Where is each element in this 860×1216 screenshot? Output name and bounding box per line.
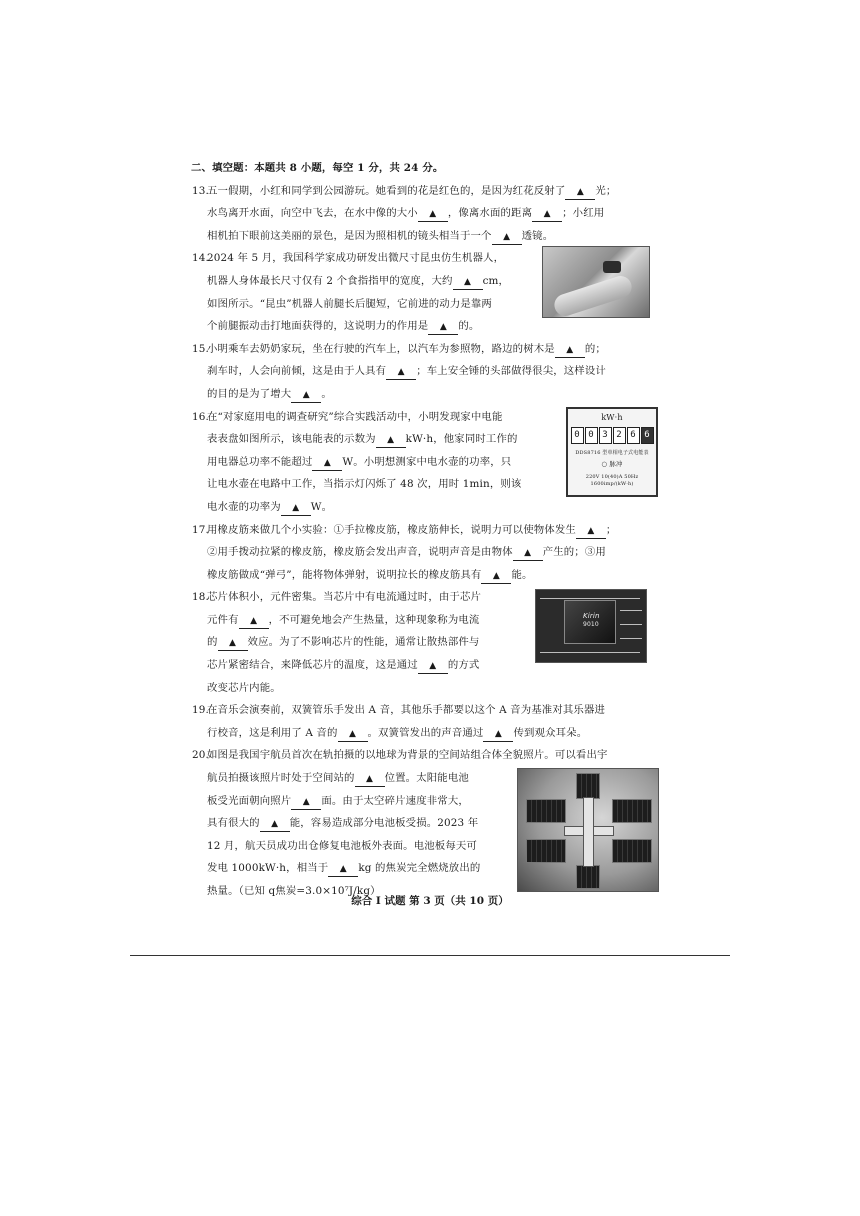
solar-panel-shape [526, 799, 566, 823]
answer-blank[interactable]: ▲ [376, 433, 406, 448]
robot-insect-shape [603, 261, 621, 273]
answer-blank[interactable]: ▲ [260, 817, 290, 832]
question-number: 15. [192, 342, 209, 355]
answer-blank[interactable]: ▲ [555, 343, 585, 358]
circuit-trace [620, 610, 642, 611]
question-text: 的 ▲ 效应。为了不影响芯片的性能，通常让散热部件与 [192, 631, 682, 654]
answer-blank[interactable]: ▲ [513, 546, 543, 561]
divider-line [130, 955, 730, 956]
question-14 [192, 247, 682, 337]
section-title: 二、填空题：本题共 8 小题，每空 1 分，共 24 分。 [191, 162, 444, 174]
meter-digit: 0 [571, 427, 584, 444]
question-text: 用电器总功率不能超过 ▲ W。小明想测家中电水壶的功率，只 [192, 451, 682, 474]
circuit-trace [540, 652, 640, 653]
question-text: 元件有 ▲ ，不可避免地会产生热量，这种现象称为电流 [192, 609, 682, 632]
question-number: 14. [192, 252, 209, 265]
answer-blank[interactable]: ▲ [428, 320, 458, 335]
circuit-trace [620, 638, 642, 639]
answer-blank[interactable]: ▲ [386, 365, 416, 380]
circuit-trace [620, 624, 642, 625]
question-text: 行校音，这是利用了 A 音的 ▲ 。双簧管发出的声音通过 ▲ 传到观众耳朵。 [192, 722, 682, 745]
question-text: 发电 1000kW·h，相当于 ▲ kg 的焦炭完全燃烧放出的 [192, 857, 682, 880]
question-text: 的目的是为了增大 ▲ 。 [192, 383, 682, 406]
question-16 [192, 406, 682, 519]
meter-model: DDS8716 型单相电子式电能表 [575, 449, 649, 456]
solar-panel-shape [576, 773, 600, 799]
question-text: 橡皮筋做成“弹弓”，能将物体弹射，说明拉长的橡皮筋具有 ▲ 能。 [192, 564, 682, 587]
answer-blank[interactable]: ▲ [328, 862, 358, 877]
question-15 [192, 338, 682, 406]
answer-blank[interactable]: ▲ [291, 795, 321, 810]
question-text: 2024 年 5 月，我国科学家成功研发出微尺寸昆虫仿生机器人， [207, 252, 505, 265]
answer-blank[interactable]: ▲ [418, 207, 448, 222]
question-text: ②用手拨动拉紧的橡皮筋，橡皮筋会发出声音，说明声音是由物体 ▲ 产生的；③用 [192, 541, 682, 564]
question-text: 水鸟离开水面，向空中飞去，在水中像的大小 ▲ ，像离水面的距离 ▲ ；小红用 [192, 202, 682, 225]
question-text: 改变芯片内能。 [207, 681, 281, 694]
question-text: 小明乘车去奶奶家玩，坐在行驶的汽车上，以汽车为参照物，路边的树木是 ▲ 的； [207, 343, 606, 355]
question-text: 航员拍摄该照片时处于空间站的 ▲ 位置。太阳能电池 [192, 767, 682, 790]
question-text: 表表盘如图所示，该电能表的示数为 ▲ kW·h，他家同时工作的 [192, 428, 682, 451]
meter-spec: 220V 10(40)A 50Hz [585, 473, 639, 480]
question-number: 18. [192, 591, 209, 604]
answer-blank[interactable]: ▲ [281, 501, 311, 516]
question-text: 五一假期，小红和同学到公园游玩。她看到的花是红色的，是因为红花反射了 ▲ 光； [207, 185, 616, 197]
answer-blank[interactable]: ▲ [291, 388, 321, 403]
answer-blank[interactable]: ▲ [338, 727, 368, 742]
question-number: 20. [192, 749, 209, 762]
answer-blank[interactable]: ▲ [532, 207, 562, 222]
answer-blank[interactable]: ▲ [481, 569, 511, 584]
solar-panel-shape [526, 839, 566, 863]
question-text: 电水壶的功率为 ▲ W。 [192, 496, 682, 519]
answer-blank[interactable]: ▲ [218, 636, 248, 651]
finger-shape [552, 274, 635, 319]
solar-panel-shape [612, 839, 652, 863]
chip-model: 9010 [583, 621, 599, 629]
question-number: 13. [192, 184, 209, 197]
question-text: 刹车时，人会向前倾，这是由于人具有 ▲ ；车上安全锤的头部做得很尖，这样设计 [192, 360, 682, 383]
question-text: 芯片紧密结合，来降低芯片的温度，这是通过 ▲ 的方式 [192, 654, 682, 677]
solar-panel-shape [576, 865, 600, 889]
question-text: 在音乐会演奏前，双簧管乐手发出 A 音，其他乐手都要以这个 A 音为基准对其乐器进 [207, 704, 606, 717]
meter-digits [568, 427, 656, 444]
question-number: 19. [192, 704, 209, 717]
answer-blank[interactable]: ▲ [483, 727, 513, 742]
answer-blank[interactable]: ▲ [355, 772, 385, 787]
question-text: 板受光面朝向照片 ▲ 面。由于太空碎片速度非常大， [192, 790, 682, 813]
chip-photo [535, 589, 647, 663]
chip-brand: Kirin [583, 612, 600, 621]
meter-digit: 3 [599, 427, 612, 444]
solar-panel-shape [612, 799, 652, 823]
question-13 [192, 180, 682, 248]
question-17 [192, 519, 682, 587]
question-text: 如图所示。“昆虫”机器人前腿长后腿短，它前进的动力是靠两 [207, 297, 492, 310]
meter-digit-decimal: 6 [641, 427, 654, 444]
electric-meter-figure [566, 407, 658, 497]
question-18 [192, 586, 682, 699]
question-text: 个前腿振动击打地面获得的，这说明力的作用是 ▲ 的。 [192, 315, 682, 338]
question-text: 用橡皮筋来做几个小实验：①手拉橡皮筋，橡皮筋伸长，说明力可以使物体发生 ▲ ； [207, 524, 616, 536]
question-text: 让电水壶在电路中工作，当指示灯闪烁了 48 次，用时 1min，则该 [207, 478, 522, 491]
meter-digit: 2 [613, 427, 626, 444]
answer-blank[interactable]: ▲ [312, 456, 342, 471]
question-text: 机器人身体最长尺寸仅有 2 个食指指甲的宽度，大约 ▲ cm， [192, 270, 682, 293]
question-20 [192, 744, 682, 902]
question-text: 如图是我国宇航员首次在轨拍摄的以地球为背景的空间站组合体全貌照片。可以看出宇 [207, 749, 608, 762]
question-text: 芯片体积小，元件密集。当芯片中有电流通过时，由于芯片 [207, 591, 482, 604]
answer-blank[interactable]: ▲ [565, 185, 595, 200]
meter-spec: 1600imp/(kW·h) [590, 480, 634, 487]
meter-pulse-indicator: ○ 脉冲 [601, 459, 623, 468]
insect-robot-photo [542, 246, 650, 318]
meter-unit: kW·h [601, 412, 623, 422]
question-19 [192, 699, 682, 744]
question-text: 12 月，航天员成功出仓修复电池板外表面。电池板每天可 [207, 839, 477, 852]
chip-die [564, 600, 616, 644]
answer-blank[interactable]: ▲ [576, 524, 606, 539]
answer-blank[interactable]: ▲ [418, 659, 448, 674]
answer-blank[interactable]: ▲ [453, 275, 483, 290]
question-number: 16. [192, 410, 209, 423]
question-text: 热量。（已知 q焦炭=3.0×10⁷J/kg） [207, 885, 381, 897]
circuit-trace [540, 598, 640, 599]
fill-in-section [192, 157, 682, 903]
question-number: 17. [192, 523, 209, 536]
station-module-shape [583, 797, 594, 867]
space-station-photo [517, 768, 659, 892]
meter-digit: 0 [585, 427, 598, 444]
question-text: 在“对家庭用电的调查研究”综合实践活动中，小明发现家中电能 [207, 410, 503, 423]
meter-digit: 6 [627, 427, 640, 444]
answer-blank[interactable]: ▲ [492, 230, 522, 245]
question-text: 相机拍下眼前这美丽的景色，是因为照相机的镜头相当于一个 ▲ 透镜。 [192, 225, 682, 248]
answer-blank[interactable]: ▲ [239, 614, 269, 629]
page-footer: 综合 I 试题 第 3 页（共 10 页） [351, 895, 509, 907]
question-text: 具有很大的 ▲ 能，容易造成部分电池板受损。2023 年 [192, 812, 682, 835]
